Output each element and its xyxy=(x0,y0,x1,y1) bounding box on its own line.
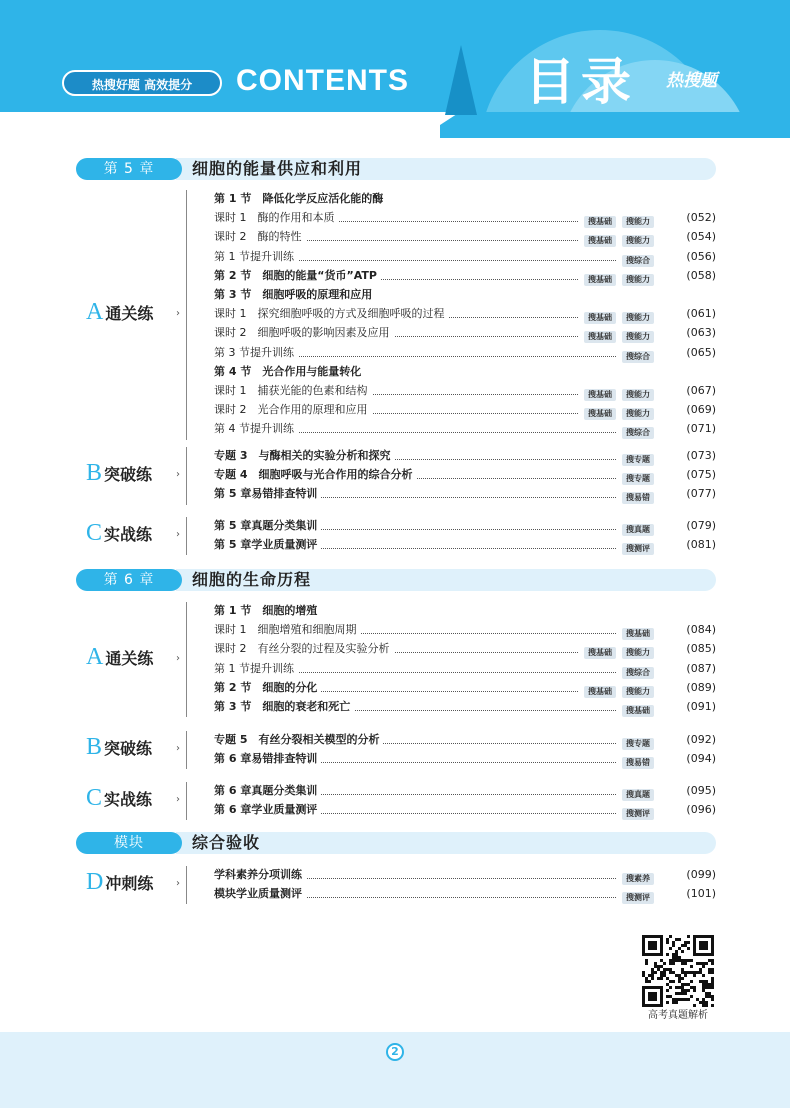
entry-page-number: (067) xyxy=(686,384,716,397)
toc-entry[interactable] xyxy=(214,885,716,903)
entry-title: 专题 3 与酶相关的实验分析和探究 xyxy=(214,447,394,465)
entry-page-number: (095) xyxy=(686,784,716,797)
entry-tags xyxy=(616,539,654,557)
group-label xyxy=(86,520,152,547)
search-tag: 搜专题 xyxy=(622,454,654,466)
entry-title: 学科素养分项训练 xyxy=(214,866,306,884)
entry-title: 课时 2 有丝分裂的过程及实验分析 xyxy=(214,640,394,658)
entry-title: 专题 4 细胞呼吸与光合作用的综合分析 xyxy=(214,466,416,484)
entry-tags xyxy=(616,469,654,487)
entry-title: 第 2 节 细胞的分化 xyxy=(214,679,321,697)
search-tag: 搜专题 xyxy=(622,473,654,485)
group-letter: A xyxy=(86,298,104,325)
entry-page-number: (099) xyxy=(686,868,716,881)
entry-page-number: (079) xyxy=(686,519,716,532)
search-tag: 搜易错 xyxy=(622,492,654,504)
group-divider xyxy=(186,190,187,440)
entry-tags xyxy=(616,753,654,771)
chapter-header xyxy=(76,832,716,854)
entry-page-number: (091) xyxy=(686,700,716,713)
chapter-badge: 第 5 章 xyxy=(76,158,182,180)
entry-page-number: (065) xyxy=(686,345,716,359)
entry-title: 第 5 章易错排查特训 xyxy=(214,485,321,503)
page-number: 2 xyxy=(386,1043,404,1061)
search-tag: 搜综合 xyxy=(622,427,654,439)
search-tag: 搜基础 xyxy=(584,331,616,343)
entry-tags xyxy=(616,520,654,538)
search-tag: 搜测评 xyxy=(622,808,654,820)
search-tag: 搜测评 xyxy=(622,543,654,555)
toc-entry[interactable] xyxy=(214,420,716,438)
entry-title: 第 3 节 细胞呼吸的原理和应用 xyxy=(214,286,376,304)
search-tag: 搜能力 xyxy=(622,331,654,343)
entry-page-number: (061) xyxy=(686,307,716,321)
search-tag: 搜能力 xyxy=(622,235,654,247)
chapter-title: 细胞的生命历程 xyxy=(192,570,312,589)
search-tag: 搜基础 xyxy=(584,686,616,698)
entry-page-number: (058) xyxy=(686,268,716,282)
entry-tags xyxy=(616,488,654,506)
entry-title: 课时 1 酶的作用和本质 xyxy=(214,209,339,227)
toc-entry[interactable] xyxy=(214,344,716,362)
entry-tags xyxy=(578,682,654,700)
entry-page-number: (085) xyxy=(686,642,716,656)
group-letter: C xyxy=(86,520,103,547)
entry-page-number: (092) xyxy=(686,733,716,746)
entry-tags xyxy=(578,231,654,249)
entry-title: 第 1 节 降低化学反应活化能的酶 xyxy=(214,190,387,208)
entry-page-number: (089) xyxy=(686,680,716,694)
group-label xyxy=(86,299,153,326)
search-tag: 搜综合 xyxy=(622,667,654,679)
search-tag: 搜综合 xyxy=(622,255,654,267)
search-tag: 搜素养 xyxy=(622,873,654,885)
group-divider xyxy=(186,731,187,769)
toc-entry[interactable] xyxy=(214,267,716,285)
slogan-pill: 热搜好题 高效提分 xyxy=(62,70,222,96)
entry-tags xyxy=(578,327,654,345)
search-tag: 搜能力 xyxy=(622,216,654,228)
chapter-badge: 第 6 章 xyxy=(76,569,182,591)
toc-entry[interactable] xyxy=(214,698,716,716)
entry-title: 第 1 节提升训练 xyxy=(214,660,298,678)
entry-page-number: (075) xyxy=(686,468,716,482)
group-divider xyxy=(186,447,187,505)
toc-entry[interactable] xyxy=(214,485,716,503)
entry-tags xyxy=(616,450,654,468)
entry-title: 第 3 节 细胞的衰老和死亡 xyxy=(214,698,354,716)
entry-tags xyxy=(578,404,654,422)
entry-title: 第 6 章学业质量测评 xyxy=(214,801,321,819)
entry-title: 课时 2 酶的特性 xyxy=(214,228,306,246)
group-name: 实战练 xyxy=(104,525,153,545)
group-divider xyxy=(186,602,187,717)
entry-title: 课时 2 细胞呼吸的影响因素及应用 xyxy=(214,324,394,342)
group-letter: B xyxy=(86,459,103,486)
group-label xyxy=(86,785,152,812)
entry-page-number: (054) xyxy=(686,230,716,244)
search-tag: 搜基础 xyxy=(584,235,616,247)
search-tag: 搜易错 xyxy=(622,757,654,769)
entry-tags xyxy=(616,804,654,822)
entry-page-number: (096) xyxy=(686,803,716,817)
entry-title: 第 3 节提升训练 xyxy=(214,344,298,362)
entry-title: 第 1 节提升训练 xyxy=(214,248,298,266)
entry-tags xyxy=(616,663,654,681)
chevron-right-icon: › xyxy=(176,307,180,319)
chevron-right-icon: › xyxy=(176,652,180,664)
chapter-badge: 模块 xyxy=(76,832,182,854)
group-letter: B xyxy=(86,734,103,761)
chevron-right-icon: › xyxy=(176,794,180,806)
entry-page-number: (084) xyxy=(686,623,716,637)
page-subtitle: 热搜题 xyxy=(666,71,717,91)
search-tag: 搜基础 xyxy=(622,705,654,717)
entry-tags xyxy=(578,212,654,230)
entry-page-number: (073) xyxy=(686,449,716,462)
entry-title: 专题 5 有丝分裂相关模型的分析 xyxy=(214,731,383,749)
search-tag: 搜真题 xyxy=(622,789,654,801)
chevron-right-icon: › xyxy=(176,878,180,890)
search-tag: 搜基础 xyxy=(584,274,616,286)
entry-title: 第 6 章易错排查特训 xyxy=(214,750,321,768)
entry-title: 模块学业质量测评 xyxy=(214,885,306,903)
group-name: 通关练 xyxy=(105,303,154,323)
toc-entry[interactable] xyxy=(214,801,716,819)
entry-page-number: (094) xyxy=(686,752,716,766)
entry-page-number: (087) xyxy=(686,661,716,675)
group-divider xyxy=(186,782,187,820)
chapter-title: 综合验收 xyxy=(192,833,261,852)
group-name: 突破练 xyxy=(104,464,153,484)
entry-title: 第 2 节 细胞的能量“货币”ATP xyxy=(214,267,381,285)
chapter-header xyxy=(76,569,716,591)
entry-title: 第 6 章真题分类集训 xyxy=(214,782,321,800)
entry-tags xyxy=(578,643,654,661)
entry-title: 第 1 节 细胞的增殖 xyxy=(214,602,321,620)
entry-tags xyxy=(578,385,654,403)
group-name: 通关练 xyxy=(105,648,154,668)
header-decoration-spike xyxy=(445,45,477,115)
entry-title: 课时 2 光合作用的原理和应用 xyxy=(214,401,372,419)
search-tag: 搜能力 xyxy=(622,312,654,324)
group-letter: A xyxy=(86,643,104,670)
entry-title: 第 5 章真题分类集训 xyxy=(214,517,321,535)
qr-code[interactable] xyxy=(642,935,714,1007)
group-name: 冲刺练 xyxy=(105,874,154,894)
group-label xyxy=(86,460,152,487)
entry-title: 第 5 章学业质量测评 xyxy=(214,536,321,554)
search-tag: 搜能力 xyxy=(622,686,654,698)
group-label xyxy=(86,644,153,671)
entry-tags xyxy=(616,624,654,642)
group-letter: C xyxy=(86,785,103,812)
entry-tags xyxy=(616,347,654,365)
search-tag: 搜综合 xyxy=(622,351,654,363)
entry-tags xyxy=(616,251,654,269)
chevron-right-icon: › xyxy=(176,743,180,755)
entry-page-number: (056) xyxy=(686,249,716,263)
group-label xyxy=(86,734,152,761)
entry-page-number: (077) xyxy=(686,487,716,501)
page-header xyxy=(0,0,790,138)
toc-entry[interactable] xyxy=(214,536,716,554)
entry-title: 课时 1 探究细胞呼吸的方式及细胞呼吸的过程 xyxy=(214,305,449,323)
search-tag: 搜基础 xyxy=(584,408,616,420)
search-tag: 搜基础 xyxy=(584,312,616,324)
search-tag: 搜真题 xyxy=(622,524,654,536)
search-tag: 搜能力 xyxy=(622,389,654,401)
chapter-title: 细胞的能量供应和利用 xyxy=(192,159,363,178)
entry-tags xyxy=(616,734,654,752)
group-divider xyxy=(186,866,187,904)
search-tag: 搜专题 xyxy=(622,738,654,750)
chevron-right-icon: › xyxy=(176,529,180,541)
qr-caption: 高考真题解析 xyxy=(648,1010,708,1021)
search-tag: 搜基础 xyxy=(584,389,616,401)
page-title: 目录 xyxy=(525,53,637,111)
entry-title: 课时 1 细胞增殖和细胞周期 xyxy=(214,621,361,639)
group-letter: D xyxy=(86,869,104,896)
entry-tags xyxy=(578,308,654,326)
toc-entry[interactable] xyxy=(214,750,716,768)
group-divider xyxy=(186,517,187,555)
entry-tags xyxy=(616,869,654,887)
search-tag: 搜基础 xyxy=(584,647,616,659)
entry-title: 课时 1 捕获光能的色素和结构 xyxy=(214,382,372,400)
group-name: 实战练 xyxy=(104,790,153,810)
search-tag: 搜能力 xyxy=(622,274,654,286)
search-tag: 搜测评 xyxy=(622,892,654,904)
entry-page-number: (069) xyxy=(686,403,716,417)
search-tag: 搜基础 xyxy=(622,628,654,640)
entry-page-number: (081) xyxy=(686,538,716,552)
entry-page-number: (052) xyxy=(686,211,716,225)
entry-tags xyxy=(616,785,654,803)
entry-title: 第 4 节提升训练 xyxy=(214,420,298,438)
group-name: 突破练 xyxy=(104,739,153,759)
chapter-header xyxy=(76,158,716,180)
entry-tags xyxy=(616,423,654,441)
entry-tags xyxy=(616,701,654,719)
entry-page-number: (063) xyxy=(686,326,716,340)
entry-tags xyxy=(616,888,654,906)
search-tag: 搜能力 xyxy=(622,408,654,420)
entry-title: 第 4 节 光合作用与能量转化 xyxy=(214,363,365,381)
entry-page-number: (071) xyxy=(686,422,716,436)
search-tag: 搜能力 xyxy=(622,647,654,659)
contents-heading: CONTENTS xyxy=(236,64,409,97)
entry-page-number: (101) xyxy=(686,887,716,901)
entry-tags xyxy=(578,270,654,288)
search-tag: 搜基础 xyxy=(584,216,616,228)
chevron-right-icon: › xyxy=(176,468,180,480)
group-label xyxy=(86,869,153,896)
